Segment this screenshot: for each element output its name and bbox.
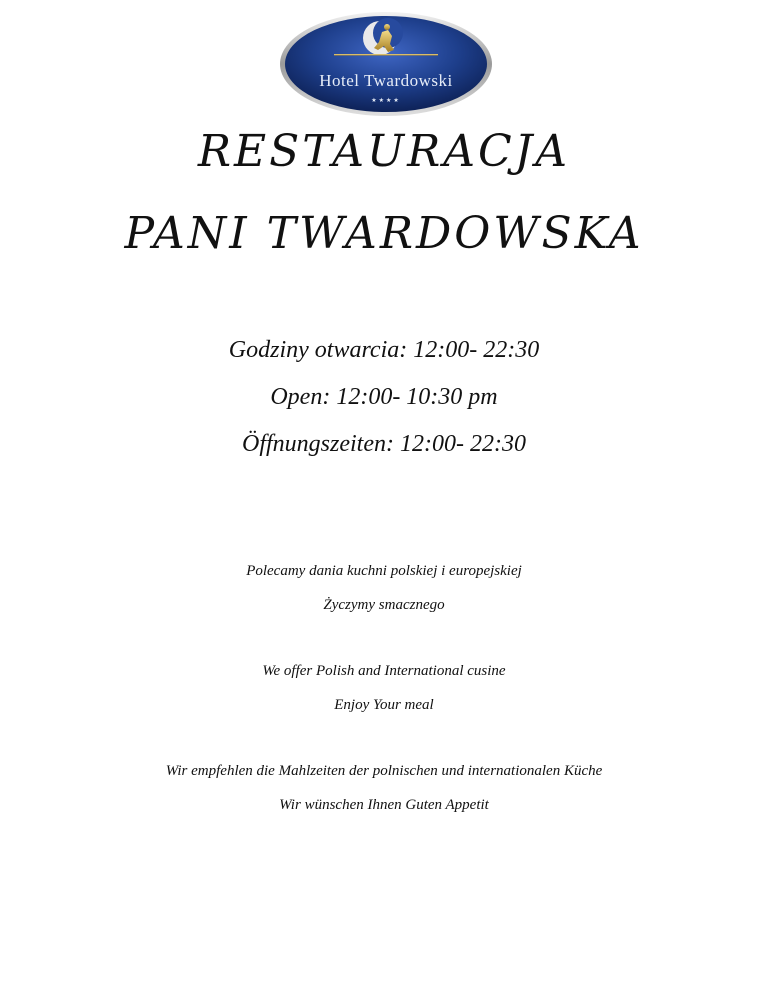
greeting-polish: Życzymy smacznego	[323, 597, 445, 613]
opening-hours-polish: Godziny otwarcia: 12:00- 22:30	[228, 337, 540, 363]
restaurant-title-line-2: PANI TWARDOWSKA	[124, 208, 644, 259]
recommendation-english: We offer Polish and International cusine	[262, 663, 506, 679]
greeting-english: Enjoy Your meal	[334, 697, 434, 713]
recommendation-german: Wir empfehlen die Mahlzeiten der polnischen und internationalen Küche	[165, 763, 603, 779]
hotel-stars: ★★★★	[371, 97, 401, 104]
hotel-logo-emblem	[278, 10, 494, 118]
restaurant-title-line-1: RESTAURACJA	[197, 126, 571, 177]
opening-hours-english: Open: 12:00- 10:30 pm	[270, 384, 498, 410]
greeting-german: Wir wünschen Ihnen Guten Appetit	[279, 797, 489, 813]
hotel-logo	[278, 10, 494, 118]
recommendation-polish: Polecamy dania kuchni polskiej i europejskiej	[246, 563, 522, 579]
hotel-name-text: Hotel Twardowski	[319, 71, 453, 90]
opening-hours-german: Öffnungszeiten: 12:00- 22:30	[242, 431, 526, 457]
